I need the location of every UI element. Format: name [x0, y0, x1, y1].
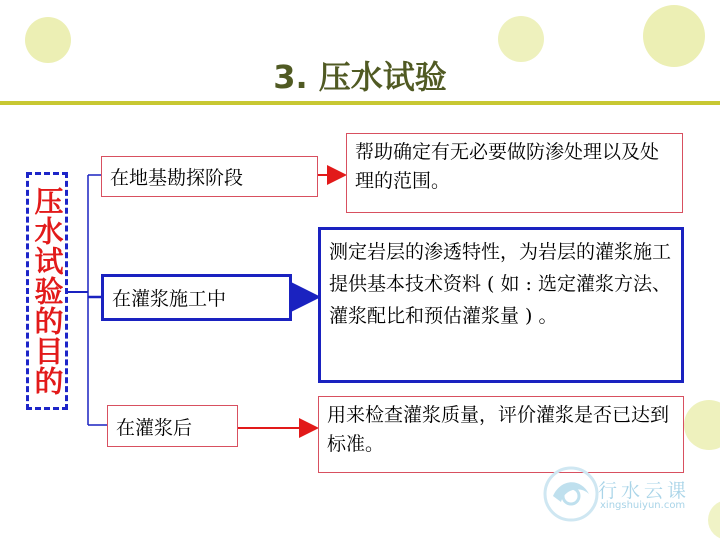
description-box-during-grouting: 测定岩层的渗透特性，为岩层的灌浆施工提供基本技术资料 ( 如 : 选定灌浆方法、灌浆配比和预估灌浆量 ) 。: [318, 227, 684, 383]
purpose-box: 压水试验的目的: [26, 172, 68, 410]
stage-box-during-grouting: [101, 274, 292, 321]
stage-box-exploration: [101, 156, 318, 197]
description-box-after-grouting: 用来检查灌浆质量，评价灌浆是否已达到标准。: [318, 396, 684, 473]
watermark-name: 行水云课: [598, 480, 691, 502]
slide-title: 3. 压水试验: [273, 58, 447, 96]
stage-label: 在灌浆后: [116, 416, 193, 439]
watermark-url: xingshuiyun.com: [600, 500, 686, 511]
stage-box-after-grouting: [107, 405, 238, 447]
description-box-exploration: 帮助确定有无必要做防渗处理以及处理的范围。: [346, 133, 683, 213]
stage-label: 在灌浆施工中: [112, 288, 227, 310]
stage-label: 在地基勘探阶段: [110, 167, 244, 189]
